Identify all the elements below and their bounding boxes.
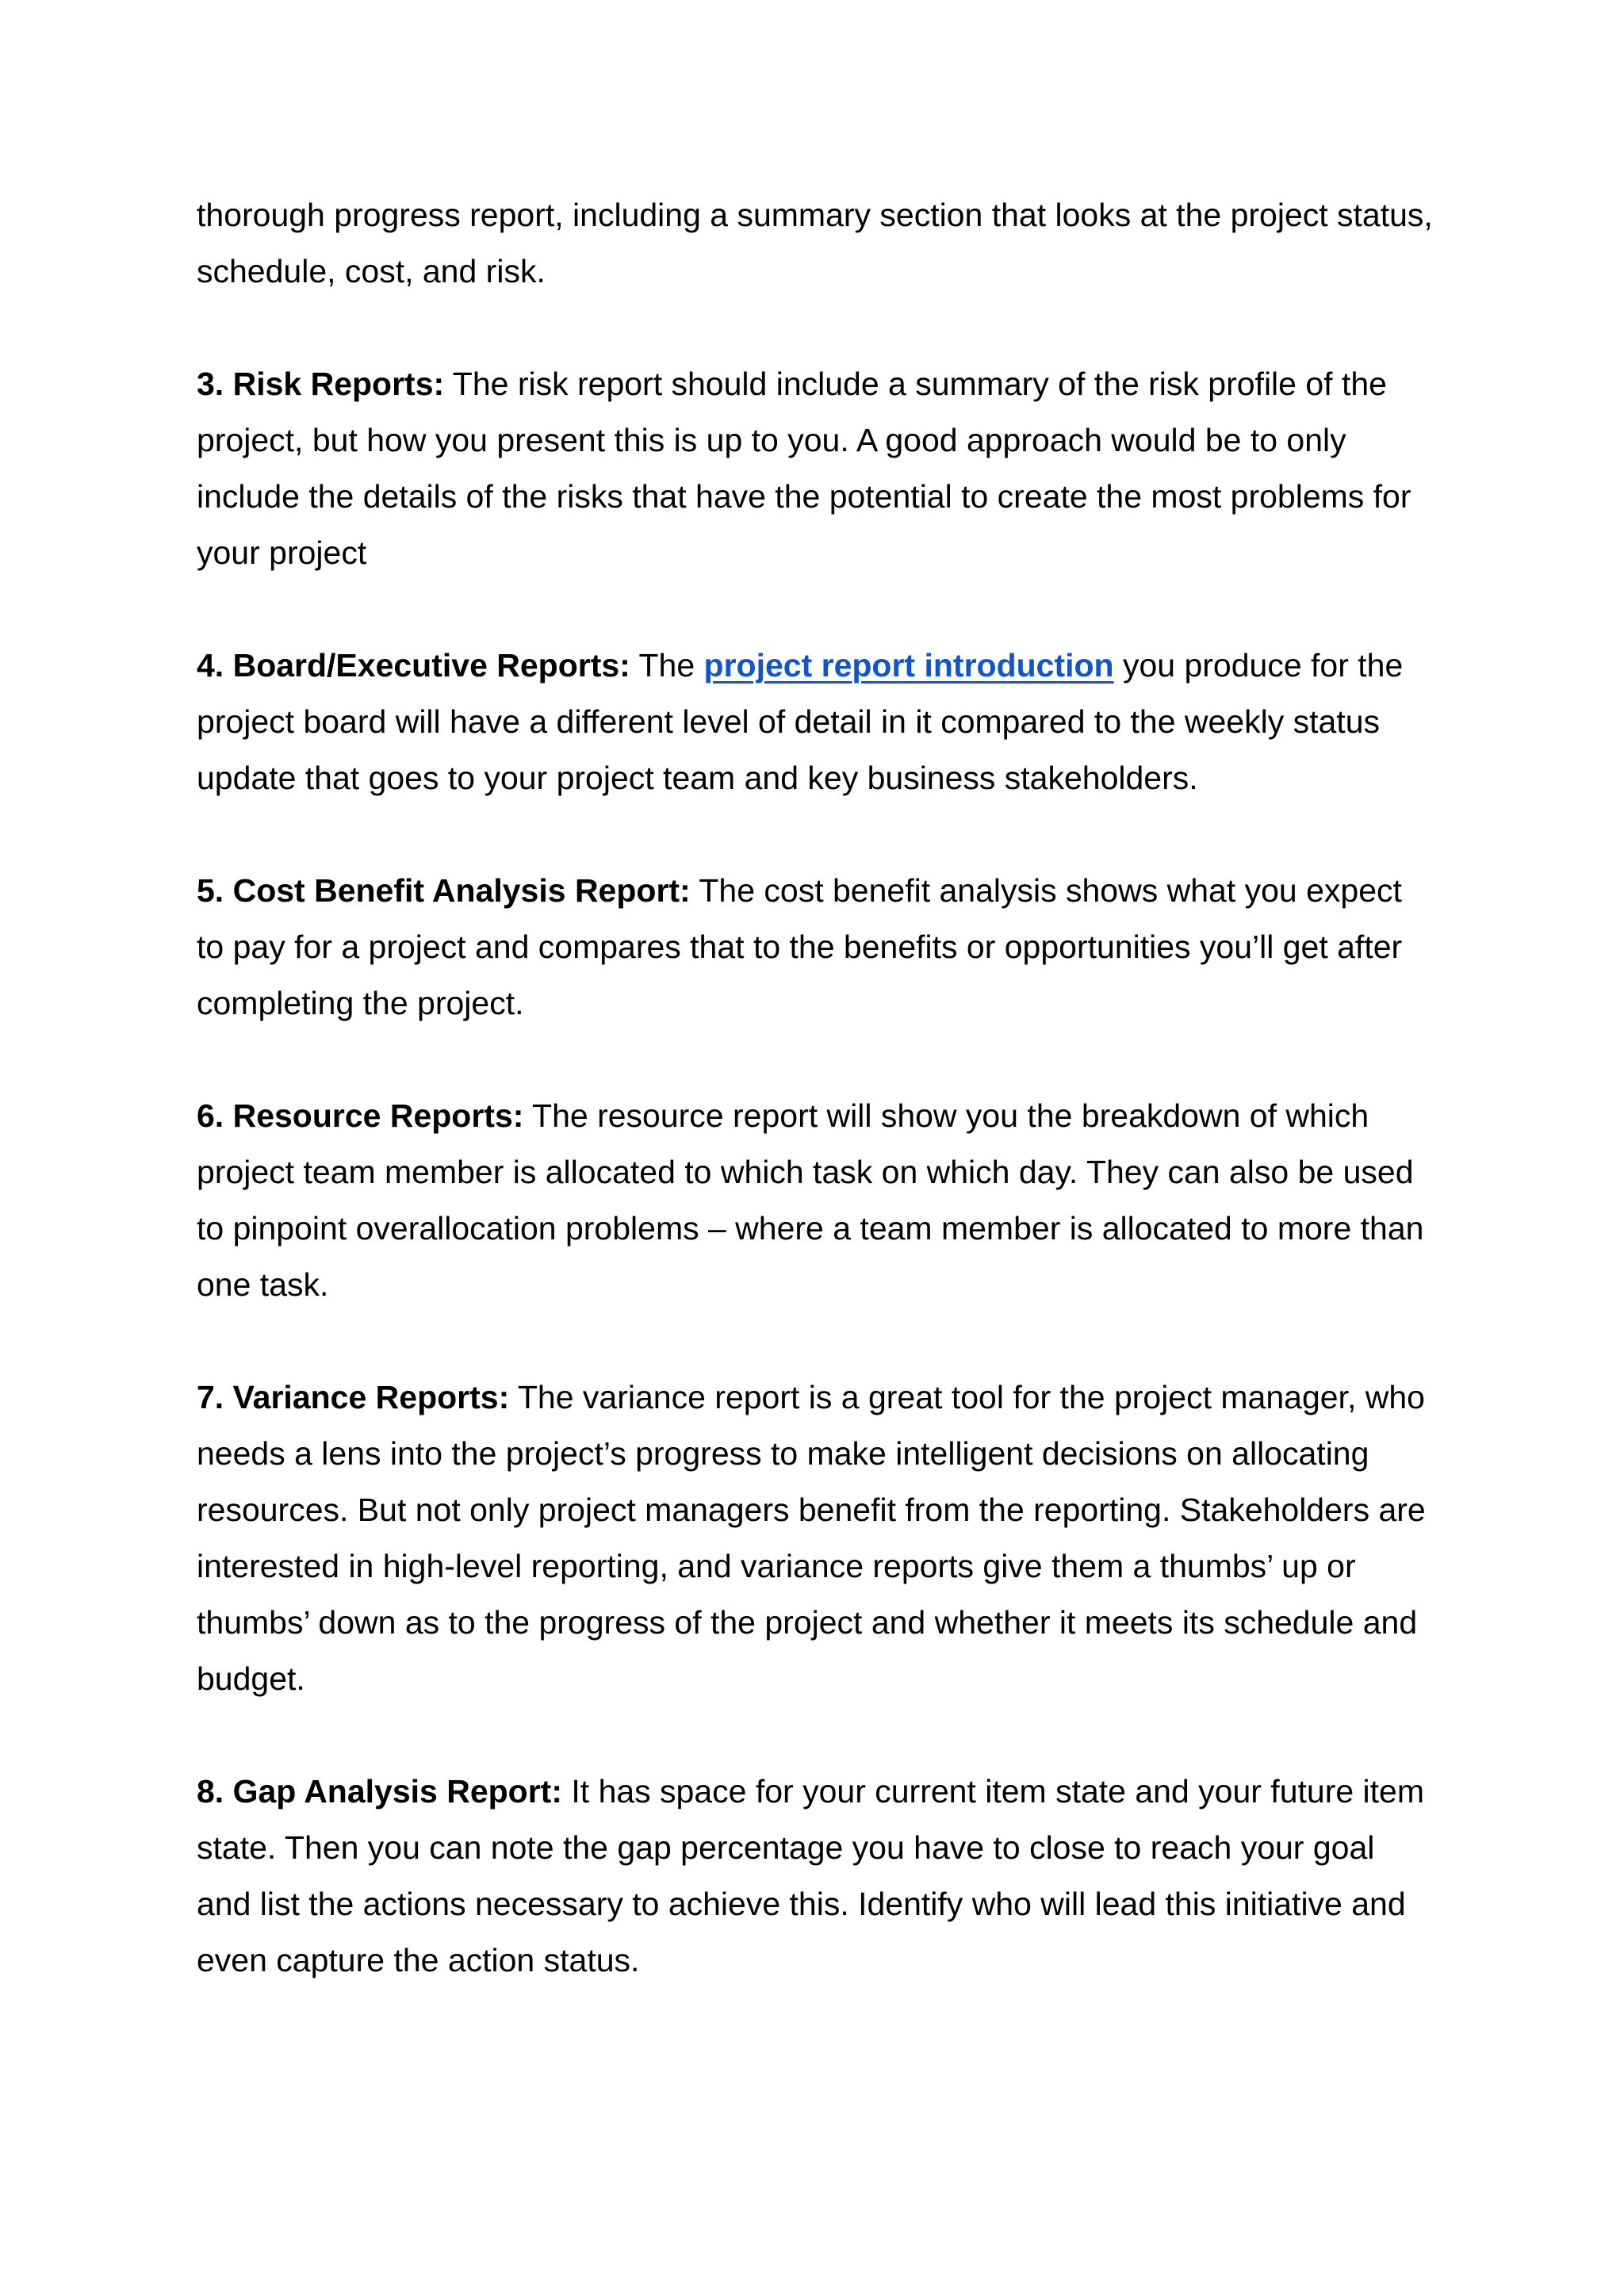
paragraph-heading: 8. Gap Analysis Report: [197, 1773, 562, 1810]
paragraph-risk-reports [197, 356, 1434, 581]
paragraph-heading: 6. Resource Reports: [197, 1097, 524, 1134]
paragraph-heading: 4. Board/Executive Reports: [197, 647, 630, 684]
paragraph-heading: 7. Variance Reports: [197, 1379, 510, 1415]
paragraph-resource-reports [197, 1088, 1434, 1313]
paragraph-text: you produce for the project board will have a different level of detail in it compared to the weekly status update that goes to your project team and key business stakeholders. [197, 647, 1404, 796]
paragraph-text: The variance report is a great tool for the project manager, who needs a lens into the project’s progress to make intelligent decisions on allocating resources. But not only project managers benefit from the reporting. Stakeholders are interested in high-level reporting, and variance reports give them a thumbs’ up or thumbs’ down as to the progress of the project and whether it meets its schedule and budget. [197, 1379, 1426, 1697]
paragraph-cost-benefit-analysis-report [197, 863, 1434, 1032]
paragraph-text: It has space for your current item state and your future item state. Then you can note the gap percentage you have to close to reach your goal and list the actions necessary to achieve this. Identify who will lead this initiative and even capture the action status. [197, 1773, 1425, 1978]
paragraph-heading: 3. Risk Reports: [197, 366, 445, 402]
project-report-introduction-link[interactable]: project report introduction [703, 647, 1114, 684]
paragraph-board-executive-reports [197, 638, 1434, 806]
paragraph-gap-analysis-report [197, 1764, 1434, 1989]
paragraph-heading: 5. Cost Benefit Analysis Report: [197, 872, 691, 909]
paragraph-intro-continued [197, 187, 1434, 300]
paragraph-variance-reports [197, 1369, 1434, 1707]
document-body [197, 187, 1434, 2045]
paragraph-text: thorough progress report, including a summary section that looks at the project status, schedule, cost, and risk. [197, 197, 1433, 289]
paragraph-text: The resource report will show you the breakdown of which project team member is allocated to which task on which day. They can also be used to pinpoint overallocation problems – where a team member is allocated to more than one task. [197, 1097, 1424, 1303]
paragraph-text: The risk report should include a summary of the risk profile of the project, but how you present this is up to you. A good approach would be to only include the details of the risks that have the potential to create the most problems for your project [197, 366, 1411, 571]
paragraph-text: The cost benefit analysis shows what you expect to pay for a project and compares that to the benefits or opportunities you’ll get after completing the project. [197, 872, 1403, 1021]
paragraph-text: The [630, 647, 704, 684]
